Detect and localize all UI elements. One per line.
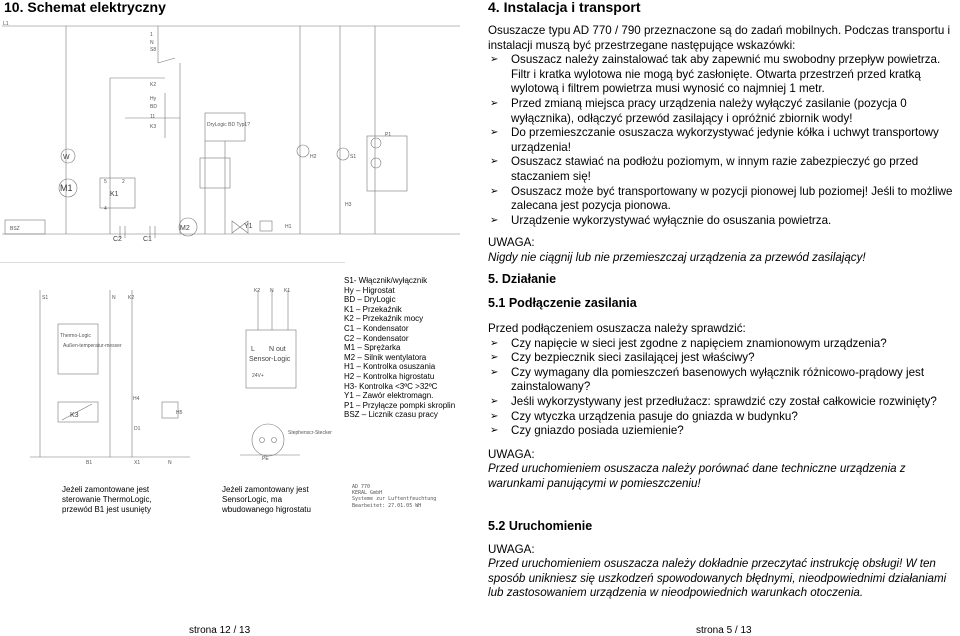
warning-1-label: UWAGA: [488, 236, 535, 250]
caption-line: sterowanie ThermoLogic, [62, 495, 152, 504]
label-drylogic: DryLogic BD Typ1? [207, 122, 250, 128]
label-k2: K2 [150, 82, 157, 88]
list-item: ➢ Do przemieszczanie osuszacza wykorzystywać jedynie kółka i uchwyt transportowy urządzenia! [488, 126, 956, 155]
list-item: ➢ Czy bezpiecznik sieci zasilającej jest właściwy? [488, 351, 956, 366]
label-x1: X1 [134, 460, 141, 466]
legend-item: K1 – Przekaźnik [344, 304, 402, 314]
upper-wiring-diagram [0, 18, 470, 250]
label-stecker: Stephenscr-Stecker [288, 430, 332, 436]
label-n-bottom: N [168, 460, 172, 466]
left-page-number: strona 12 / 13 [189, 625, 251, 636]
label-s8: S8 [150, 47, 157, 53]
warning-1-text: Nigdy nie ciągnij lub nie przemieszczaj urządzenia za przewód zasilający! [488, 250, 866, 264]
section-5-2-title: 5.2 Uruchomienie [488, 518, 593, 533]
label-sensorlogic: Sensor-Logic [249, 356, 291, 363]
stamp-line: Bearbeitet: 27.01.05 WH [352, 502, 422, 509]
label-4: 4 [104, 206, 107, 212]
caption-thermologic [62, 485, 182, 515]
label-n-lower: N [112, 295, 116, 301]
label-pe: PE [262, 456, 269, 462]
list-item: ➢ Przed zmianą miejsca pracy urządzenia należy wyłączyć zasilanie (pozycja 0 wyłącznika), odłączyć przewód zasilający i opróżnić zbiornik wody! [488, 97, 956, 126]
legend-item: BD – DryLogic [344, 295, 396, 305]
stamp-line: KERAL GmbH [352, 490, 383, 497]
label-c2: C2 [113, 236, 122, 243]
label-c1: C1 [143, 236, 152, 243]
right-page-number: strona 5 / 13 [696, 625, 752, 636]
legend-item: H1 – Kontrolka osuszania [344, 362, 436, 372]
section-4-title: 4. Instalacja i transport [488, 0, 641, 15]
stamp-line: Systeme zur Luftentfeuchtung [352, 496, 437, 503]
warning-3-text: Przed uruchomieniem osuszacza należy dokładnie przeczytać instrukcję obsługi! W ten sposób unikniesz się uszkodzeń spowodowanych błędnymi, nieodpowiednimi działaniami lub zastosowaniem urządzenia w nieodpowiednich warunkach otoczenia. [488, 557, 947, 600]
label-n-top: N [270, 288, 274, 294]
legend-item: Y1 – Zawór elektromagn. [344, 391, 434, 401]
label-w: W [63, 154, 70, 161]
warning-2-text: Przed uruchomieniem osuszacza należy porównać dane techniczne urządzenia z warunkami panującymi w pomieszczeniu! [488, 462, 906, 490]
title-stamp [352, 484, 462, 509]
section-4-list [488, 53, 956, 228]
label-k1-top: K1 [284, 288, 291, 294]
label-k3: K3 [150, 124, 157, 130]
label-m1: M1 [60, 183, 73, 193]
legend-item: C1 – Kondensator [344, 323, 409, 333]
label-n: N [150, 40, 154, 46]
label-l: L [251, 346, 255, 353]
label-2: 2 [122, 179, 125, 185]
label-h1: H1 [285, 224, 292, 230]
label-m2: M2 [180, 225, 190, 232]
legend-item: C2 – Kondensator [344, 333, 409, 343]
legend-item: M2 – Silnik wentylatora [344, 352, 427, 362]
label-h4: H4 [133, 396, 140, 402]
label-k2-lower: K2 [128, 295, 135, 301]
label-k2-top: K2 [254, 288, 261, 294]
legend-item: P1 – Przyłącze pompki skroplin [344, 400, 456, 410]
left-page-title: 10. Schemat elektryczny [4, 0, 166, 15]
label-bd: BD [150, 104, 157, 110]
list-item: ➢ Czy wymagany dla pomieszczeń basenowych wyłącznik różnicowo-prądowy jest zainstalowany? [488, 366, 956, 395]
section-5-1-list [488, 337, 956, 439]
legend-item: BSZ – Licznik czasu pracy [344, 410, 438, 420]
section-5-1-intro: Przed podłączeniem osuszacza należy sprawdzić: [488, 322, 746, 335]
list-item: ➢ Czy wtyczka urządzenia pasuje do gniazda w budynku? [488, 410, 956, 425]
section-4-intro: Osuszacze typu AD 770 / 790 przeznaczone są do zadań mobilnych. Podczas transportu i instalacji muszą być przestrzegane następujące wskazówki: [488, 24, 951, 52]
legend-item: S1- Włącznik/wyłącznik [344, 276, 428, 285]
label-k3-lower: K3 [70, 412, 79, 419]
label-s1-lower: S1 [42, 295, 49, 301]
list-item: ➢ Jeśli wykorzystywany jest przedłużacz: sprawdzić czy został całkowicie rozwinięty? [488, 395, 956, 410]
legend-item: Hy – Higrostat [344, 285, 395, 295]
warning-2-label: UWAGA: [488, 447, 535, 461]
label-b1: B1 [86, 460, 93, 466]
label-1: 1 [150, 32, 153, 38]
label-d1: D1 [134, 426, 141, 432]
label-nout: N out [269, 346, 286, 353]
label-h3: H3 [345, 202, 352, 208]
list-item: ➢ Urządzenie wykorzystywać wyłącznie do osuszania powietrza. [488, 214, 956, 229]
label-h5: H5 [176, 410, 183, 416]
label-s1: S1 [350, 154, 357, 160]
legend-item: H2 – Kontrolka higrostatu [344, 371, 435, 381]
section-5-title: 5. Działanie [488, 272, 557, 286]
label-l1: L1 [3, 21, 9, 27]
caption-line: Jeżeli zamontowane jest [62, 485, 150, 494]
label-aussen: Außen-temperatur-messer [63, 343, 122, 349]
list-item: ➢ Osuszacz należy zainstalować tak aby zapewnić mu swobodny przepływ powietrza. Filtr i kratka wylotowa nie mogą być zasłonięte. Otwarta przestrzeń przed kratką wylotową i filtrem powietrza musi wynosić co najmniej 1 metr. [488, 53, 956, 97]
caption-line: SensorLogic, ma [222, 495, 283, 504]
right-page-lower [488, 272, 956, 601]
label-hy: Hy [150, 96, 157, 102]
list-item: ➢ Osuszacz może być transportowany w pozycji pionowej lub poziomej! Jeśli to możliwe zalecana jest pozycja pionowa. [488, 185, 956, 214]
label-p1: P1 [385, 132, 392, 138]
component-legend [344, 276, 484, 420]
caption-line: przewód B1 jest usunięty [62, 505, 151, 514]
caption-sensorlogic [222, 485, 342, 515]
warning-3-label: UWAGA: [488, 542, 535, 556]
label-bsz: BSZ [10, 226, 20, 232]
section-5-1-title: 5.1 Podłączenie zasilania [488, 296, 637, 310]
list-item: ➢ Czy napięcie w sieci jest zgodne z napięciem znamionowym urządzenia? [488, 337, 956, 352]
right-page-upper [488, 0, 956, 266]
caption-line: wbudowanego higrostatu [222, 505, 311, 514]
list-item: ➢ Czy gniazdo posiada uziemienie? [488, 424, 956, 439]
legend-item: H3- Kontrolka <3ºC >32ºC [344, 381, 438, 391]
legend-item: K2 – Przekaźnik mocy [344, 314, 424, 324]
label-h2: H2 [310, 154, 317, 160]
legend-item: M1 – Sprężarka [344, 343, 401, 353]
label-y1: Y1 [244, 223, 253, 230]
label-thermologic: Thermo-Logic [60, 333, 91, 339]
lower-wiring-diagram [0, 262, 345, 482]
caption-line: Jeżeli zamontowany jest [222, 485, 309, 494]
label-k1: K1 [110, 191, 119, 198]
list-item: ➢ Osuszacz stawiać na podłożu poziomym, w innym razie zabezpieczyć go przed staczaniem się! [488, 155, 956, 184]
label-11: 11 [150, 114, 156, 120]
label-24v: 24V+ [252, 373, 264, 379]
label-5: 5 [104, 179, 107, 185]
stamp-line: AD 770 [352, 484, 371, 490]
